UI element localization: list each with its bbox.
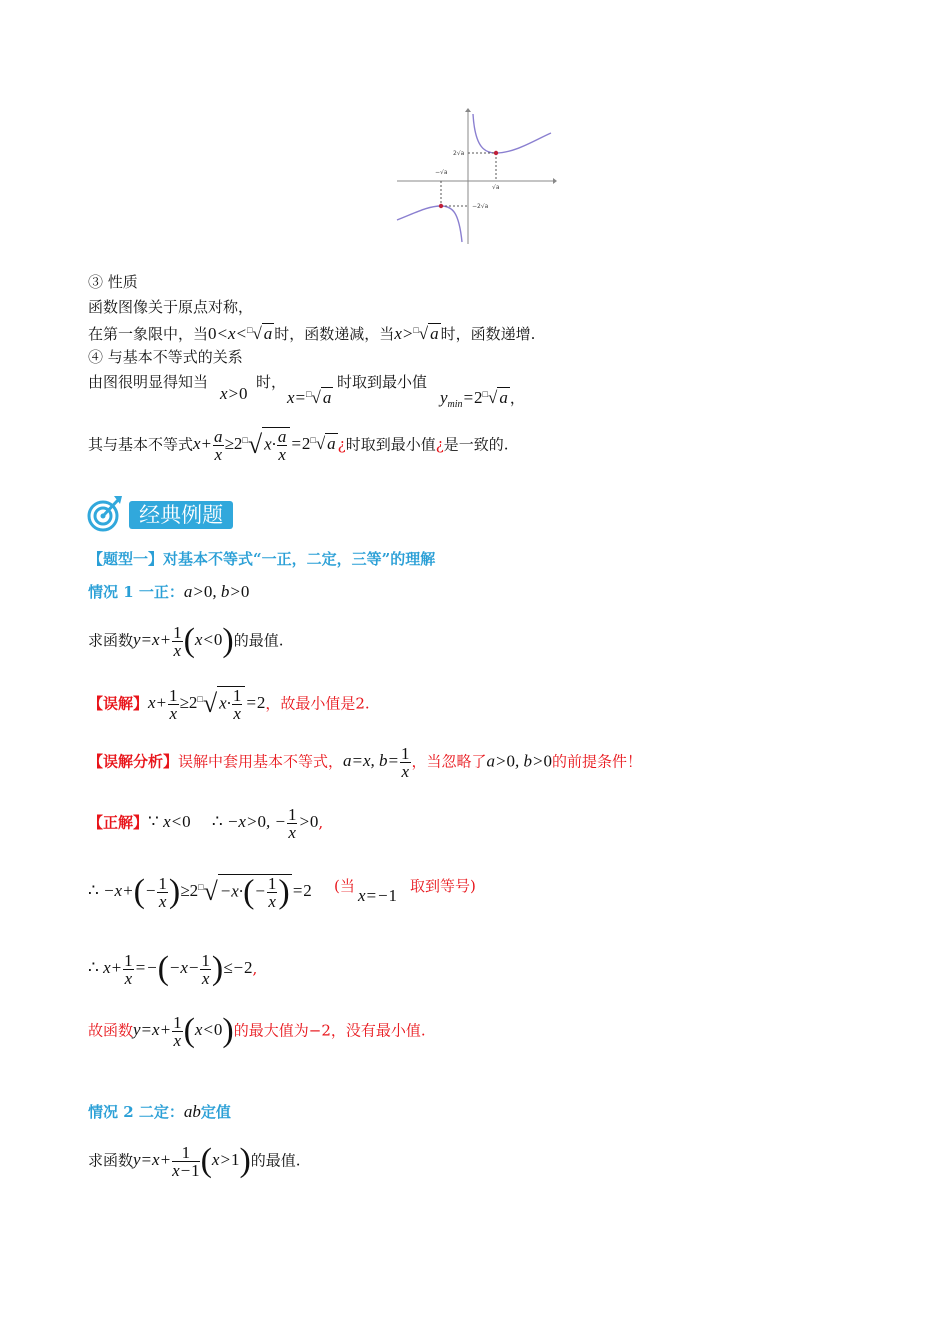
conclusion: 故函数y=x+ $\frac{1}{x}$ (x<0)的最大值为−2，没有最小值.	[88, 1012, 426, 1050]
function-graph	[395, 108, 557, 246]
type1-title: 【题型一】对基本不等式“一正，二定，三等”的理解	[88, 550, 436, 568]
correct-step1: 【正解】∵ x<0 ∴ −x>0, − $\frac{1}{x}$ >0,	[88, 805, 324, 842]
min-point	[494, 151, 498, 155]
prop4-line1-c: 时取到最小值	[337, 373, 428, 391]
prop4-line1-b: 时，	[256, 373, 287, 391]
curve-left-branch	[397, 206, 462, 242]
prop3-line1: 函数图像关于原点对称，	[88, 298, 254, 316]
banner-text: 经典例题	[129, 501, 233, 529]
prop3-line2: 在第一象限中，当0<x<□√ a 时，函数递减，当x>□√ a 时，函数递增.	[88, 324, 536, 343]
prop4-ymin: $y_{min}=2^□√$ a ，	[440, 388, 525, 410]
prop4-line2: 其与基本不等式x+ $\frac{a}{x}$ ≥2□√ x· $\frac{a}{x}$ =2□√ a ¿时取到最小值¿是一致的.	[88, 427, 509, 464]
y-axis-arrow	[465, 108, 471, 112]
max-point	[439, 204, 443, 208]
question2: 求函数y=x+ $\frac{1}{x-1}$ (x>1)的最值.	[88, 1142, 301, 1180]
target-icon	[86, 494, 124, 534]
eq-note-a: (当	[334, 877, 355, 895]
prop4-x-eq: x=□√ a	[287, 388, 332, 407]
wrong-solution: 【误解】x+ $\frac{1}{x}$ ≥2□√ x· $\frac{1}{x}$ =2，故最小值是2.	[88, 686, 370, 723]
section-banner	[86, 494, 233, 534]
prop3-title: ③ 性质	[88, 273, 138, 291]
question1: 求函数y=x+ $\frac{1}{x}$ (x<0)的最值.	[88, 622, 284, 660]
prop4-line1-a: 由图很明显得知当	[88, 373, 209, 391]
correct-step3: ∴ x+ $\frac{1}{x}$ =−(−x− $\frac{1}{x}$ )≤−2,	[88, 950, 258, 988]
label-2sqrta: 2√a	[453, 150, 465, 157]
x-axis-arrow	[553, 178, 557, 184]
eq-note-b: 取到等号)	[410, 877, 476, 895]
prop4-title: ④ 与基本不等式的关系	[88, 348, 243, 366]
prop4-cond: x>0	[220, 384, 248, 403]
eq-note-x: x=−1	[358, 886, 397, 905]
wrong-analysis: 【误解分析】误解中套用基本不等式，a=x, b= $\frac{1}{x}$ ，当忽略了a>0, b>0的前提条件！	[88, 744, 643, 781]
case1: 情况 1 一正：a>0, b>0	[88, 582, 250, 601]
correct-step2: ∴ −x+(− $\frac{1}{x}$ )≥2□√ −x·(− $\frac{1}{x}$ ) =2	[88, 873, 312, 911]
label-neg-2sqrta: −2√a	[472, 203, 489, 210]
curve-right-branch	[473, 114, 551, 153]
case2: 情况 2 二定：ab定值	[88, 1102, 231, 1121]
label-neg-sqrta: −√a	[435, 169, 448, 176]
label-sqrta: √a	[492, 184, 500, 191]
